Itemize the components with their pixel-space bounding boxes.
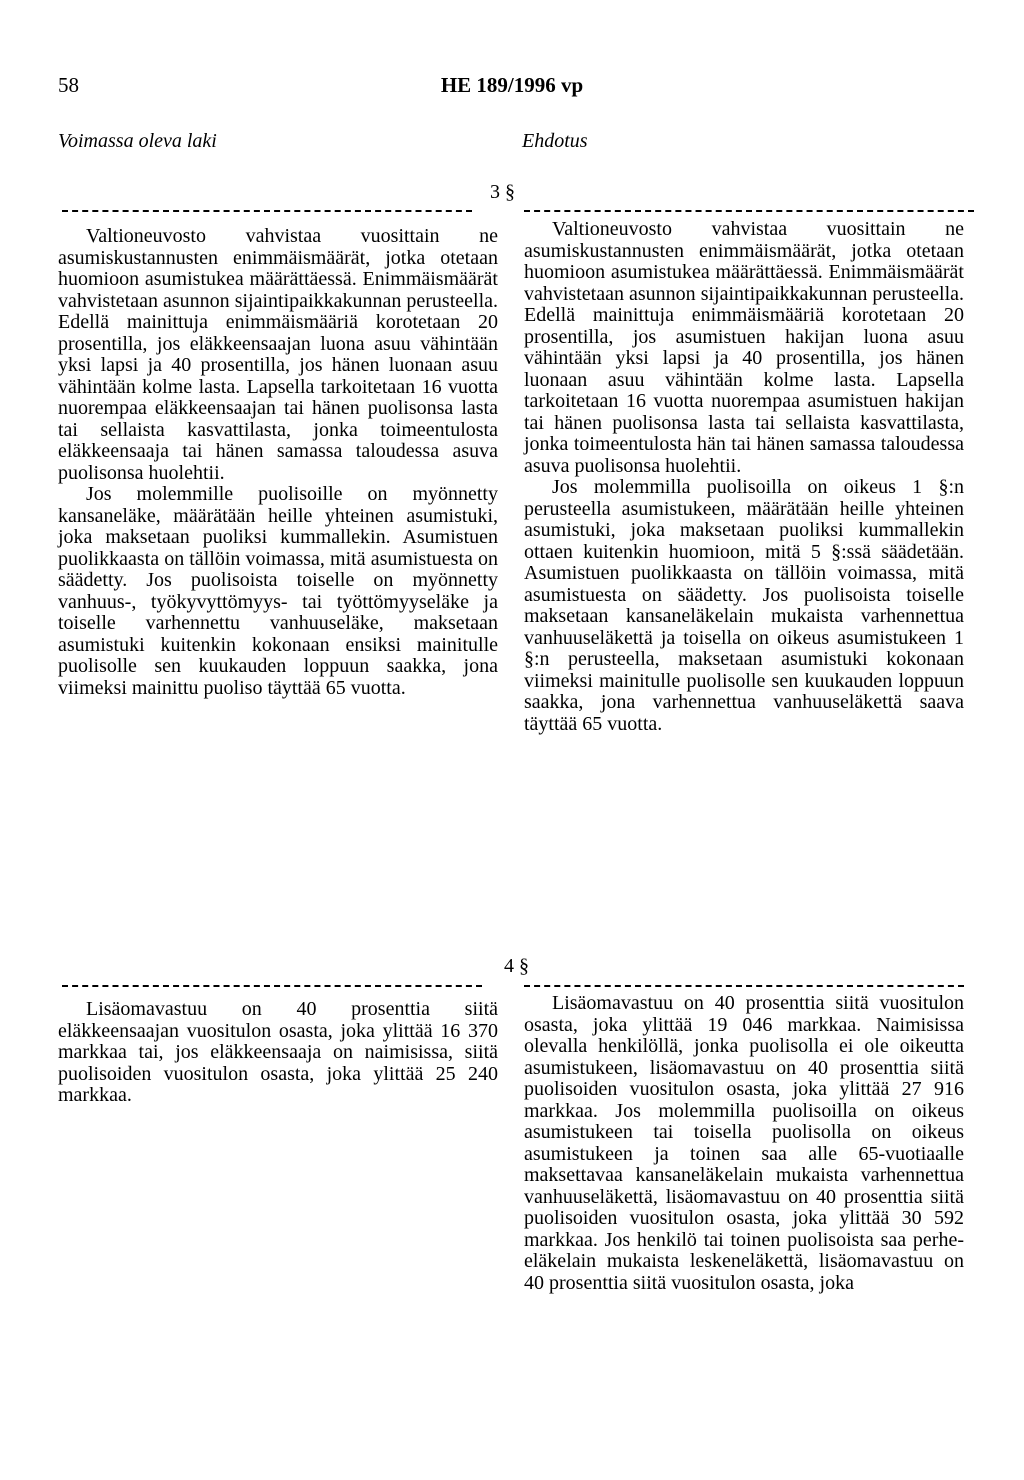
right-column-heading: Ehdotus bbox=[522, 130, 588, 152]
omission-dashes-right-4 bbox=[524, 985, 964, 987]
paragraph: Jos molemmilla puolisoilla on oikeus 1 §:n perusteella asumistukeen, määrätään heille yhteinen asumistuki, joka maksetaan puoliksi kummallekin ottaen kuitenkin huomioon, mitä 5 §:ssä säädetään. Asumistuen puolikkaasta on tällöin voimassa, mitä asumistuesta on säädetty. Jos puolisoista toiselle maksetaan kansaneläkelain mukaista varhennettua vanhuuseläkettä ja toisella on oikeus asumistukeen 1 §:n perusteella, maksetaan asumistuki kokonaan viimeksi mainitulle puolisolle sen kuukauden loppuun saakka, jona varhennettua vanhuuseläkettä saava täyttää 65 vuotta. bbox=[524, 476, 964, 735]
omission-dashes-left-3 bbox=[62, 210, 472, 212]
section-3-current-law bbox=[58, 226, 498, 699]
document-id: HE 189/1996 vp bbox=[440, 73, 584, 97]
omission-dashes-right-3 bbox=[524, 210, 974, 212]
section-3-proposal bbox=[524, 219, 964, 735]
paragraph: Valtioneuvosto vahvistaa vuosittain ne asumiskustannusten enimmäismäärät, jotka otetaan huomioon asumistukea määrättäessä. Enimmäismäärät vahvistetaan asunnon sijaintipaikkakunnan perusteella. Edellä mainittuja enimmäismääriä korotetaan 20 prosentilla, jos asumistuen hakijan luona asuu vähintään yksi lapsi ja 40 prosentilla, jos hänen luonaan asuu vähintään kolme lasta. Lapsella tarkoitetaan 16 vuotta nuorempaa asumistuen hakijan tai hänen puolisonsa lasta tai sellaista kasvattilasta, jonka toimeentulosta hän tai hänen samassa taloudessa asuva puolisonsa huolehtii. bbox=[524, 218, 964, 477]
paragraph: Lisäomavastuu on 40 prosenttia siitä vuositulon osasta, joka ylittää 19 046 markkaa. Naimisissa olevalla henkilöllä, jonka puolisolla ei ole oikeutta asumistukeen, lisäomavastuu on 40 prosenttia siitä puolisoiden vuositulon osasta, joka ylittää 27 916 markkaa. Jos molemmilla puolisoilla on oikeus asumistukeen tai toisella puolisolla on oikeus asumistukeen ja toinen saa alle 65-vuotiaalle maksettavaa kansaneläkelain mukaista varhennettua vanhuuseläkettä, lisäomavastuu on 40 prosenttia siitä puolisoiden vuositulon osasta, joka ylittää 30 592 markkaa. Jos henkilö tai toinen puolisoista saa perhe-eläkelain mukaista leskeneläkettä, lisäomavastuu on 40 prosenttia siitä vuositulon osasta, joka bbox=[524, 992, 964, 1294]
section-4-label: 4 § bbox=[504, 955, 529, 977]
paragraph: Jos molemmille puolisoille on myönnetty kansaneläke, määrätään heille yhteinen asumistuki, joka maksetaan puoliksi kummallekin. Asumistuen puolikkaasta on tällöin voimassa, mitä asumistuesta on säädetty. Jos puolisoista toiselle on myönnetty vanhuus-, työkyvyttömyys- tai työttömyyseläke ja toiselle varhennettu vanhuuseläke, maksetaan asumistuki kuitenkin kokonaan ensiksi mainitulle puolisolle sen kuukauden loppuun saakka, jona viimeksi mainittu puoliso täyttää 65 vuotta. bbox=[58, 483, 498, 699]
page-number: 58 bbox=[58, 73, 79, 97]
left-column-heading: Voimassa oleva laki bbox=[58, 130, 217, 152]
omission-dashes-left-4 bbox=[62, 985, 482, 987]
section-4-current-law bbox=[58, 999, 498, 1107]
paragraph: Lisäomavastuu on 40 prosenttia siitä eläkkeensaajan vuositulon osasta, joka ylittää 16 370 markkaa tai, jos eläkkeensaaja on naimisissa, siitä puolisoiden vuositulon osasta, joka ylittää 25 240 markkaa. bbox=[58, 998, 498, 1106]
paragraph: Valtioneuvosto vahvistaa vuosittain ne asumiskustannusten enimmäismäärät, jotka otetaan huomioon asumistukea määrättäessä. Enimmäismäärät vahvistetaan asunnon sijaintipaikkakunnan perusteella. Edellä mainittuja enimmäismääriä korotetaan 20 prosentilla, jos eläkkeensaajan luona asuu vähintään yksi lapsi ja 40 prosentilla, jos hänen luonaan asuu vähintään kolme lasta. Lapsella tarkoitetaan 16 vuotta nuorempaa eläkkeensaajan tai hänen puolisonsa lasta tai sellaista kasvattilasta, jonka toimeentulosta eläkkeensaaja tai hänen samassa taloudessa asuva puolisonsa huolehtii. bbox=[58, 225, 498, 484]
section-3-label: 3 § bbox=[490, 181, 515, 203]
section-4-proposal bbox=[524, 993, 964, 1294]
